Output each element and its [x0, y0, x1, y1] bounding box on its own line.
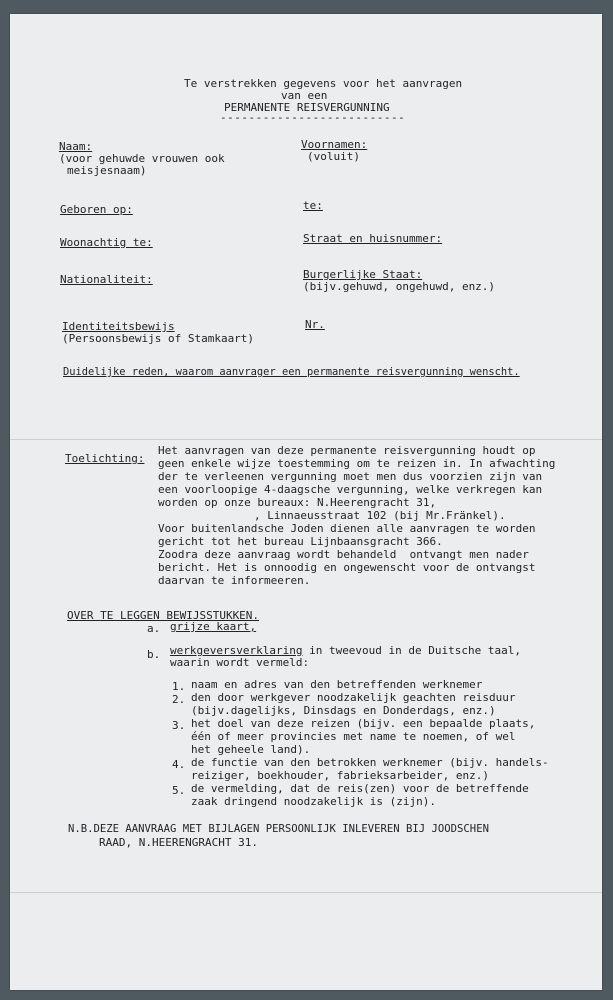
sub-item-line: de functie van den betrokken werknemer (bijv. handels- [191, 756, 549, 769]
nr-label: Nr. [305, 318, 325, 331]
fold-line [10, 892, 602, 893]
title-rule: -------------------------- [220, 111, 406, 124]
toelichting-line: worden op onze bureaux: N.Heerengracht 31, [158, 496, 437, 509]
toelichting-line: gericht tot het bureau Lijnbaansgracht 366. [158, 535, 443, 548]
sub-item-line: zaak dringend noodzakelijk is (zijn). [191, 795, 437, 808]
te-label: te: [303, 199, 323, 212]
item-b-marker: b. [147, 648, 161, 661]
toelichting-label: Toelichting: [65, 452, 145, 465]
sub-item-line: (bijv.dagelijks, Dinsdags en Donderdags, enz.) [191, 704, 496, 717]
header-line-1: Te verstrekken gegevens voor het aanvragen [184, 77, 463, 90]
bewijsstukken-title: OVER TE LEGGEN BEWIJSSTUKKEN. [67, 609, 260, 622]
toelichting-line: een voorloopige 4-daagsche vergunning, welke verkregen kan [158, 483, 543, 496]
document-page [10, 14, 602, 990]
woonachtig-label: Woonachtig te: [60, 236, 153, 249]
item-b-text-2: waarin wordt vermeld: [170, 656, 310, 669]
toelichting-line: Voor buitenlandsche Joden dienen alle aanvragen te worden [158, 522, 536, 535]
item-a-text: grijze kaart, [170, 620, 257, 633]
toelichting-line: bericht. Het is onnoodig en ongewenscht voor de ontvangst [158, 561, 536, 574]
naam-note-2: meisjesnaam) [67, 164, 147, 177]
werkgeversverklaring-text: werkgeversverklaring [170, 644, 303, 657]
toelichting-line: daarvan te informeeren. [158, 574, 311, 587]
sub-item-line: naam en adres van den betreffenden werknemer [191, 678, 483, 691]
item-a-marker: a. [147, 622, 161, 635]
item-b-text-rest: in tweevoud in de Duitsche taal, [302, 644, 521, 657]
geboren-label: Geboren op: [60, 203, 133, 216]
sub-item-line: één of meer provincies met name te noemen, of wel [191, 730, 516, 743]
sub-item-line: het doel van deze reizen (bijv. een bepaalde plaats, [191, 717, 536, 730]
identiteitsbewijs-note: (Persoonsbewijs of Stamkaart) [62, 332, 255, 345]
footer-note-line-2: RAAD, N.HEERENGRACHT 31. [99, 836, 258, 849]
burgerlijke-staat-note: (bijv.gehuwd, ongehuwd, enz.) [303, 280, 496, 293]
fold-line [10, 439, 602, 440]
nationaliteit-label: Nationaliteit: [60, 273, 153, 286]
sub-item-number: 2. [172, 693, 186, 706]
voornamen-label: Voornamen: [301, 138, 368, 151]
sub-item-number: 3. [172, 719, 186, 732]
straat-label: Straat en huisnummer: [303, 232, 443, 245]
toelichting-line: Zoodra deze aanvraag wordt behandeld ontvangt men nader [158, 548, 529, 561]
toelichting-line: , Linnaeusstraat 102 (bij Mr.Fränkel). [254, 509, 506, 522]
voornamen-note: (voluit) [307, 150, 360, 163]
toelichting-line: Het aanvragen van deze permanente reisvergunning houdt op [158, 444, 536, 457]
identiteitsbewijs-label: Identiteitsbewijs [62, 320, 175, 333]
sub-item-line: reiziger, boekhouder, fabrieksarbeider, enz.) [191, 769, 490, 782]
naam-label: Naam: [59, 140, 93, 153]
burgerlijke-staat-label: Burgerlijke Staat: [303, 268, 423, 281]
header-line-2: van een [281, 89, 328, 102]
sub-item-line: de vermelding, dat de reis(zen) voor de betreffende [191, 782, 529, 795]
sub-item-line: den door werkgever noodzakelijk geachten reisduur [191, 691, 516, 704]
footer-note-line-1: N.B.DEZE AANVRAAG MET BIJLAGEN PERSOONLIJK INLEVEREN BIJ JOODSCHEN [68, 823, 489, 835]
sub-item-number: 5. [172, 784, 186, 797]
toelichting-line: geen enkele wijze toestemming om te reizen in. In afwachting [158, 457, 556, 470]
toelichting-line: der te verleenen vergunning moet men dus voorzien zijn van [158, 470, 543, 483]
sub-item-line: het geheele land). [191, 743, 311, 756]
sub-item-number: 4. [172, 758, 186, 771]
document-title: PERMANENTE REISVERGUNNING [224, 101, 390, 114]
naam-note-1: (voor gehuwde vrouwen ook [59, 152, 225, 165]
reden-label: Duidelijke reden, waarom aanvrager een permanente reisvergunning wenscht. [63, 366, 520, 378]
sub-item-number: 1. [172, 680, 186, 693]
